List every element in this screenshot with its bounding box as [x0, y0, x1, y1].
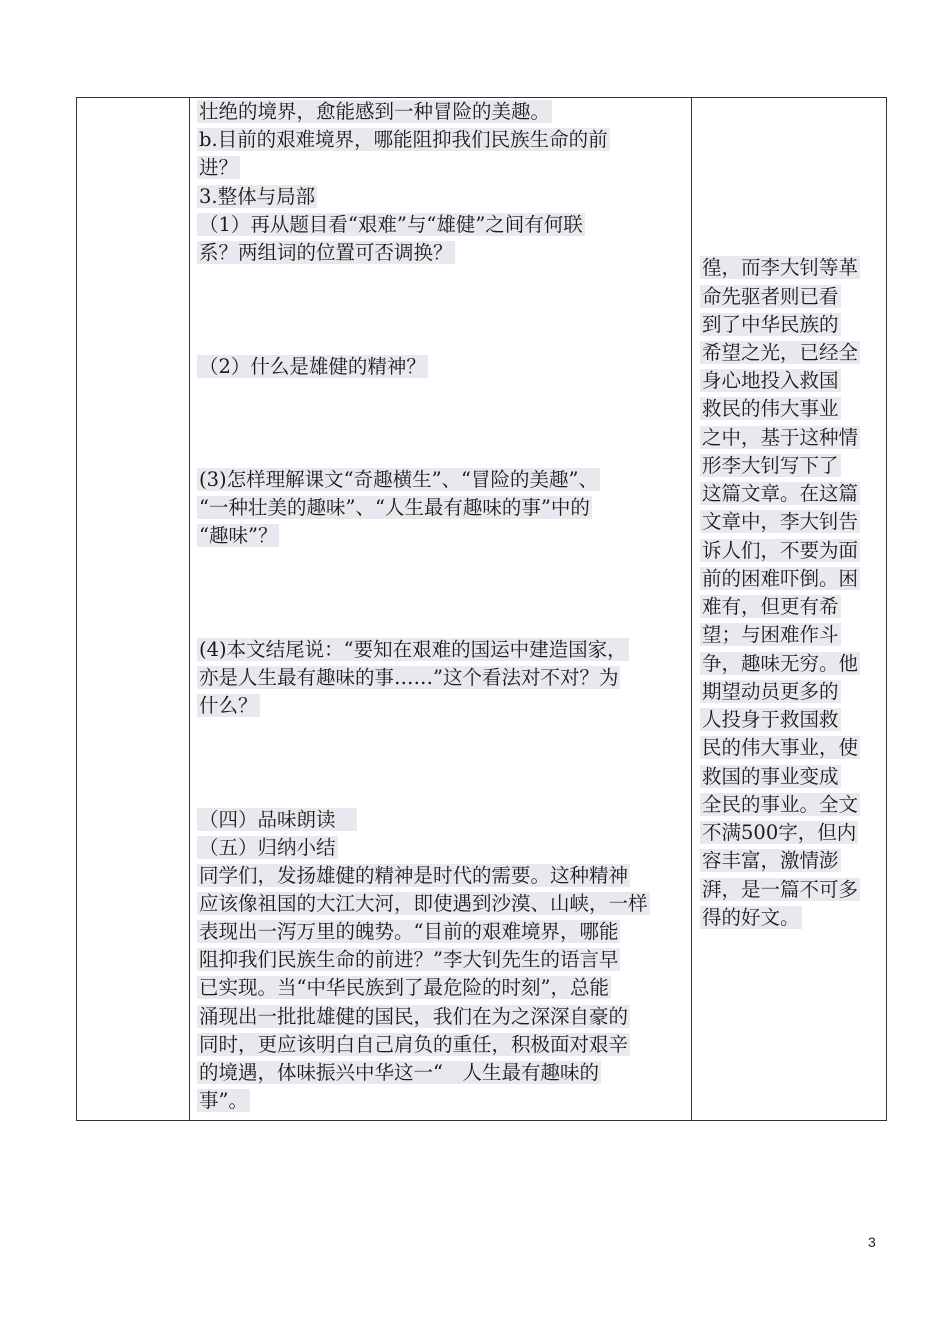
text-line-content: 已实现。当“中华民族到了最危险的时刻”，总能 [199, 976, 609, 999]
column-divider-right [691, 97, 692, 1121]
text-line [197, 466, 600, 494]
text-line-content: 命先驱者则已看 [702, 285, 839, 308]
text-line-content: 容丰富，激情澎 [702, 849, 839, 872]
text-line-content: （五）归纳小结 [199, 836, 336, 859]
text-line-content: 同时，更应该明白自己肩负的重任，积极面对艰辛 [199, 1033, 629, 1056]
text-line [197, 834, 338, 862]
text-line [197, 1031, 630, 1059]
text-line [700, 678, 841, 706]
text-line-content: “一种壮美的趣味”、“人生最有趣味的事”中的 [199, 496, 590, 519]
text-line-content: 诉人们，不要为面 [702, 539, 859, 562]
text-line [700, 734, 860, 762]
text-line-content: 壮绝的境界，愈能感到一种冒险的美趣。 [199, 100, 551, 123]
text-line-content: 争，趣味无穷。他 [702, 652, 859, 675]
text-line [700, 621, 841, 649]
text-line-content: 这篇文章。在这篇 [702, 482, 859, 505]
text-line-content: 救国的事业变成 [702, 765, 839, 788]
text-line-content: 人投身于救国救 [702, 708, 839, 731]
text-line [197, 239, 455, 267]
text-line [197, 974, 611, 1002]
text-line-content: 希望之光，已经全 [702, 341, 859, 364]
text-line [700, 650, 860, 678]
text-line-content: 全民的事业。全文 [702, 793, 859, 816]
text-line [197, 636, 629, 664]
text-line-content: 文章中，李大钊告 [702, 510, 859, 533]
text-line [197, 494, 592, 522]
text-line-content: 湃，是一篇不可多 [702, 878, 859, 901]
text-line-content: 事”。 [199, 1089, 248, 1112]
text-line [700, 847, 841, 875]
text-line [197, 522, 279, 550]
text-line [700, 706, 841, 734]
text-line [197, 183, 317, 211]
text-line-content: 前的困难吓倒。困 [702, 567, 859, 590]
text-line [700, 339, 860, 367]
text-line-content: 什么？ [199, 694, 258, 717]
text-line [197, 890, 650, 918]
text-line-content: 亦是人生最有趣味的事……”这个看法对不对？为 [199, 666, 619, 689]
text-line [700, 763, 841, 791]
text-line-content: “趣味”？ [199, 524, 278, 547]
text-line [700, 283, 841, 311]
text-line-content: （1）再从题目看“艰难”与“雄健”之间有何联 [199, 213, 583, 236]
text-line-content: 救民的伟大事业 [702, 397, 839, 420]
text-line-content: 望；与困难作斗 [702, 623, 839, 646]
text-line [700, 395, 841, 423]
text-line [197, 1003, 630, 1031]
text-line [700, 904, 802, 932]
text-line-content: 表现出一泻万里的魄势。“目前的艰难境界，哪能 [199, 920, 619, 943]
text-line [197, 98, 552, 126]
text-line [700, 593, 841, 621]
text-line [700, 367, 841, 395]
text-line [197, 946, 620, 974]
text-line [700, 819, 858, 847]
text-line-content: 难有，但更有希 [702, 595, 839, 618]
column-divider-left [189, 97, 190, 1121]
text-line-content: 之中，基于这种情 [702, 426, 859, 449]
text-line [197, 664, 620, 692]
text-line [700, 452, 841, 480]
text-line [700, 537, 860, 565]
text-line-content: （2）什么是雄健的精神？ [199, 355, 426, 378]
text-line [700, 791, 860, 819]
text-line-content: 到了中华民族的 [702, 313, 839, 336]
text-line [197, 918, 620, 946]
text-line-content: (4)本文结尾说：“要知在艰难的国运中建造国家， [199, 638, 627, 661]
text-line [700, 254, 860, 282]
text-line [197, 806, 357, 834]
text-line [197, 154, 240, 182]
text-line-content: (3)怎样理解课文“奇趣横生”、“冒险的美趣”、 [199, 468, 598, 491]
text-line [197, 1059, 601, 1087]
text-line-content: 同学们，发扬雄健的精神是时代的需要。这种精神 [199, 864, 629, 887]
text-line [197, 1087, 250, 1115]
text-line-content: 阻抑我们民族生命的前进？”李大钊先生的语言早 [199, 948, 619, 971]
text-line-content: 的境遇，体味振兴中华这一“ 人生最有趣味的 [199, 1061, 599, 1084]
text-line-content: 应该像祖国的大江大河，即使遇到沙漠、山峡，一样 [199, 892, 648, 915]
text-line-content: 徨，而李大钊等革 [702, 256, 859, 279]
text-line [197, 692, 260, 720]
page-number: 3 [868, 1234, 876, 1250]
text-line [700, 876, 860, 904]
text-line-content: （四）品味朗读 [199, 808, 356, 831]
text-line [700, 424, 860, 452]
text-line-content: 3.整体与局部 [199, 185, 316, 208]
text-line [700, 508, 860, 536]
text-line-content: b.目前的艰难境界，哪能阻抑我们民族生命的前 [199, 128, 608, 151]
text-line-content: 民的伟大事业，使 [702, 736, 859, 759]
text-line-content: 涌现出一批批雄健的国民，我们在为之深深自豪的 [199, 1005, 629, 1028]
text-line-content: 进？ [199, 156, 239, 179]
text-line-content: 期望动员更多的 [702, 680, 839, 703]
text-line-content: 身心地投入救国 [702, 369, 839, 392]
text-line [700, 480, 860, 508]
text-line [197, 211, 585, 239]
text-line [700, 565, 860, 593]
text-line-content: 形李大钊写下了 [702, 454, 839, 477]
text-line [197, 126, 610, 154]
text-line-content: 得的好文。 [702, 906, 800, 929]
text-line [700, 311, 841, 339]
text-line-content: 不满500字，但内 [702, 821, 857, 844]
text-line [197, 353, 428, 381]
text-line-content: 系？两组词的位置可否调换？ [199, 241, 453, 264]
text-line [197, 862, 630, 890]
